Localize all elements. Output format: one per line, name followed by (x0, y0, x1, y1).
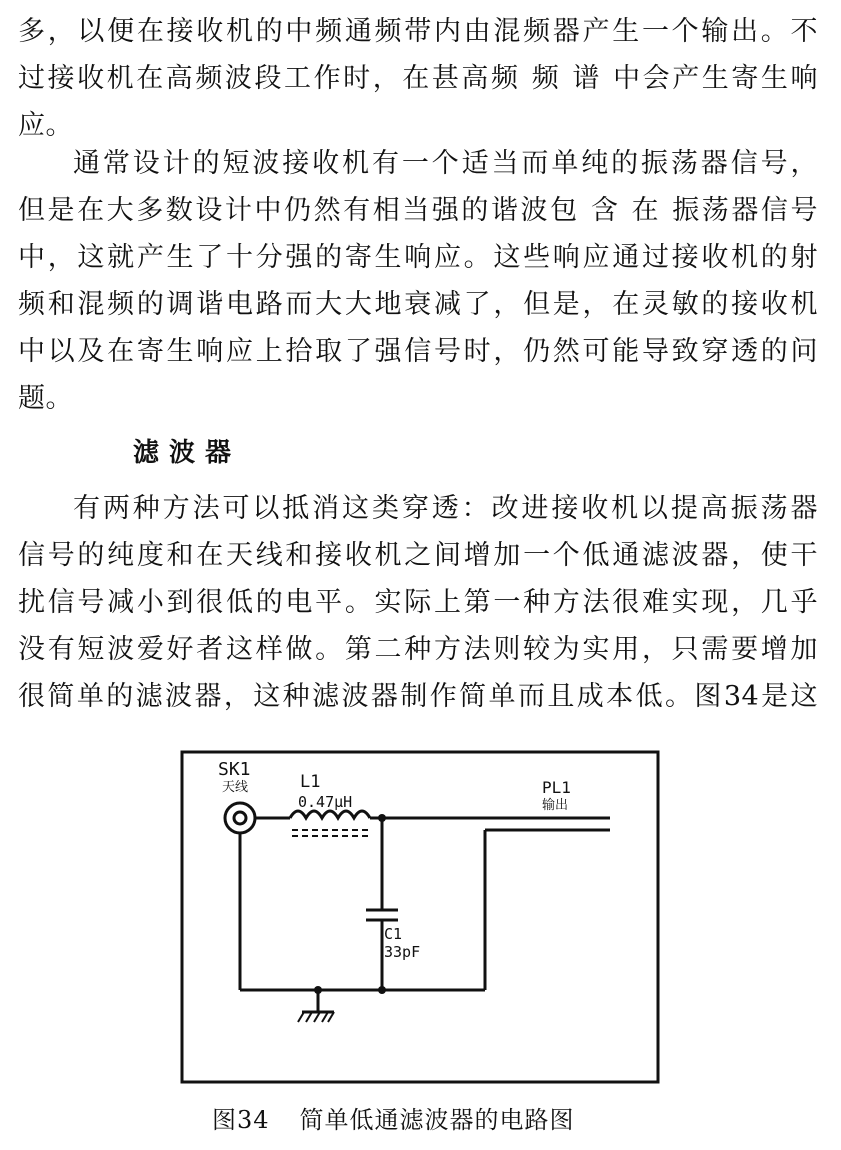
text-line: 应。 (18, 110, 73, 141)
junction-dot (378, 814, 386, 822)
c1-value: 33pF (384, 943, 421, 961)
text-line: 频和混频的调谐电路而大大地衰减了，但是，在灵敏的接收机 (18, 289, 818, 320)
circuit-schematic (180, 750, 660, 1085)
figure-caption-text: 简单低通滤波器的电路图 (299, 1106, 575, 1134)
figure-number: 图34 (212, 1106, 270, 1134)
pl1-label: PL1 (542, 778, 571, 797)
paragraph-3 (18, 485, 818, 720)
text-line: 没有短波爱好者这样做。第二种方法则较为实用，只需要增加 (18, 634, 818, 665)
sk1-label: SK1 (218, 759, 251, 780)
figure-caption (212, 1100, 575, 1135)
text-line: 中，这就产生了十分强的寄生响应。这些响应通过接收机的射 (18, 242, 818, 273)
l1-label: L1 (300, 772, 321, 792)
text-line: 扰信号减小到很低的电平。实际上第一种方法很难实现，几乎 (18, 587, 818, 618)
pl1-desc: 输出 (542, 798, 569, 813)
text-line: 但是在大多数设计中仍然有相当强的谐波包 含 在 振荡器信号 (18, 195, 818, 226)
antenna-socket-inner (234, 812, 246, 824)
section-heading: 滤波器 (133, 438, 242, 468)
inductor-coil (290, 811, 370, 818)
text-line: 信号的纯度和在天线和接收机之间增加一个低通滤波器，使干 (18, 540, 818, 571)
paragraph-1 (18, 8, 818, 149)
text-line: 题。 (18, 383, 73, 414)
junction-dot (314, 986, 322, 994)
l1-value: 0.47μH (298, 793, 353, 811)
text-line: 中以及在寄生响应上拾取了强信号时，仍然可能导致穿透的问 (18, 336, 818, 367)
circuit-diagram (180, 750, 660, 1085)
text-line: 有两种方法可以抵消这类穿透：改进接收机以提高振荡器 (73, 493, 818, 524)
antenna-socket-outer (225, 803, 255, 833)
sk1-desc: 天线 (222, 780, 249, 795)
text-line: 过接收机在高频波段工作时，在甚高频 频 谱 中会产生寄生响 (18, 63, 818, 94)
text-line: 多，以便在接收机的中频通频带内由混频器产生一个输出。不 (18, 16, 818, 47)
text-line: 很简单的滤波器，这种滤波器制作简单而且成本低。图34是这 (18, 681, 818, 712)
figure-frame (182, 752, 658, 1082)
junction-dot (378, 986, 386, 994)
text-line: 通常设计的短波接收机有一个适当而单纯的振荡器信号， (73, 148, 818, 179)
paragraph-2 (18, 140, 818, 422)
c1-label: C1 (384, 925, 403, 943)
